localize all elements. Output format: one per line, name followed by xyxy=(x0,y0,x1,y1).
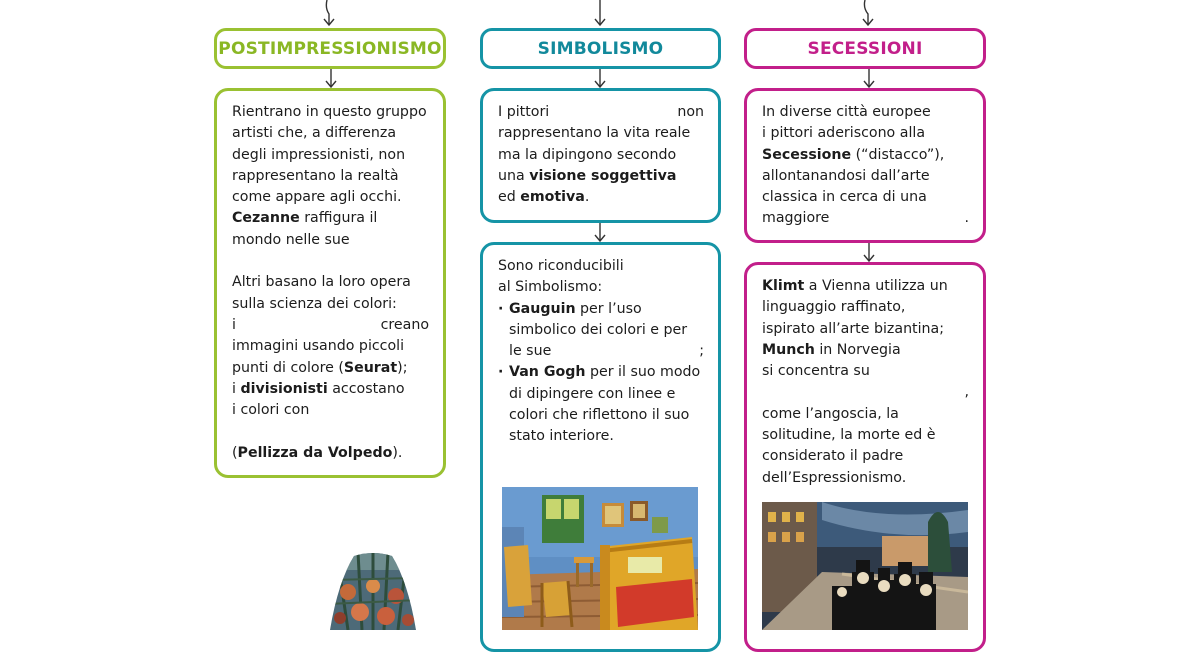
text-line: linguaggio raffinato, xyxy=(762,299,906,316)
text-line xyxy=(762,276,969,297)
simbolismo-text-box-1 xyxy=(480,88,721,223)
secessioni-text-box-1 xyxy=(744,88,986,243)
text-fragment: raffigura il xyxy=(299,210,378,227)
text-line xyxy=(498,102,704,123)
postimpressionismo-text-box xyxy=(214,88,446,478)
text-line: sulla scienza dei colori: xyxy=(232,295,397,312)
blank-to-fill xyxy=(232,421,429,442)
term-visione-soggettiva: visione soggettiva xyxy=(529,167,677,184)
text-line xyxy=(762,145,969,166)
text-fragment: i xyxy=(232,380,241,397)
text-line xyxy=(232,358,429,379)
text-line: dell’Espressionismo. xyxy=(762,469,907,486)
text-line: Sono riconducibili xyxy=(498,258,624,274)
term-divisionisti: divisionisti xyxy=(240,380,328,397)
text-line: ispirato all’arte bizantina; xyxy=(762,320,945,337)
text-fragment: ). xyxy=(392,444,403,461)
text-line: classica in cerca di una xyxy=(762,189,927,206)
arrow-sec-box1-to-box2 xyxy=(857,242,881,264)
header-secessioni: SECESSIONI xyxy=(744,28,986,69)
text-line: Altri basano la loro opera xyxy=(232,274,411,291)
text-line: immagini usando piccoli xyxy=(232,338,405,355)
text-line: ma la dipingono secondo xyxy=(498,146,677,163)
artist-name-munch: Munch xyxy=(762,341,815,358)
text-line: rappresentano la vita reale xyxy=(498,125,691,142)
list-item-van-gogh xyxy=(498,362,704,447)
text-fragment: le sue xyxy=(509,343,552,360)
text-line: come appare agli occhi. xyxy=(232,189,402,206)
arrow-sec-header-to-box xyxy=(857,68,881,90)
text-line: rappresentano la realtà xyxy=(232,167,399,184)
text-line: colori che riflettono il suo xyxy=(509,407,690,424)
text-line: si concentra su xyxy=(762,363,870,380)
text-line: In diverse città europee xyxy=(762,104,931,120)
text-line: artisti che, a differenza xyxy=(232,125,397,142)
text-line xyxy=(232,443,429,464)
header-postimpressionismo: POSTIMPRESSIONISMO xyxy=(214,28,446,69)
artist-name-van-gogh: Van Gogh xyxy=(509,364,586,381)
text-line: simbolico dei colori e per xyxy=(509,321,688,338)
text-fragment: I pittori xyxy=(498,104,550,120)
blank-to-fill xyxy=(232,251,429,272)
artist-name-gauguin: Gauguin xyxy=(509,300,576,317)
text-line xyxy=(509,299,704,320)
text-fragment: una xyxy=(498,167,530,184)
text-fragment: ; xyxy=(699,343,704,360)
text-fragment: accostano xyxy=(327,380,405,397)
header-simbolismo: SIMBOLISMO xyxy=(480,28,721,69)
text-line: , xyxy=(964,384,969,401)
arrow-into-simbolismo xyxy=(588,0,612,30)
text-fragment: maggiore xyxy=(762,210,830,227)
van-gogh-bedroom-painting xyxy=(502,487,698,630)
text-fragment: punti di colore ( xyxy=(232,359,344,376)
text-fragment: per il suo modo xyxy=(585,364,701,381)
munch-karl-johan-painting xyxy=(762,502,968,630)
text-fragment: ); xyxy=(397,359,408,376)
text-fragment: ( xyxy=(232,444,238,461)
text-line: solitudine, la morte ed è xyxy=(762,427,936,444)
text-line: i colori con xyxy=(232,402,310,419)
arrow-into-secessioni xyxy=(856,0,880,30)
arrow-simb-header-to-box xyxy=(588,68,612,90)
text-line: come l’angoscia, la xyxy=(762,405,899,422)
text-line xyxy=(232,379,429,400)
term-emotiva: emotiva xyxy=(520,189,585,206)
text-line: allontanandosi dall’arte xyxy=(762,167,930,184)
text-line: considerato il padre xyxy=(762,448,904,465)
text-line xyxy=(232,208,429,229)
text-fragment: . xyxy=(584,189,590,206)
text-line xyxy=(762,340,969,361)
tiffany-lamp-image xyxy=(318,552,428,630)
text-fragment: creano xyxy=(380,316,429,333)
text-line: degli impressionisti, non xyxy=(232,146,406,163)
term-secessione: Secessione xyxy=(762,146,852,163)
text-fragment: in Norvegia xyxy=(814,341,901,358)
text-fragment: non xyxy=(677,104,704,120)
artist-name-klimt: Klimt xyxy=(762,278,805,294)
text-line: mondo nelle sue xyxy=(232,231,350,248)
arrow-simb-box1-to-box2 xyxy=(588,222,612,244)
arrow-post-header-to-box xyxy=(319,68,343,90)
text-line: di dipingere con linee e xyxy=(509,385,676,402)
artist-name-seurat: Seurat xyxy=(343,359,398,376)
symbolism-artist-list xyxy=(498,299,704,448)
text-line xyxy=(509,341,704,362)
text-line: Rientrano in questo gruppo xyxy=(232,104,427,120)
text-line: al Simbolismo: xyxy=(498,279,603,296)
artist-name-cezanne: Cezanne xyxy=(232,210,300,227)
text-line: stato interiore. xyxy=(509,428,614,445)
text-fragment: ed xyxy=(498,189,521,206)
text-line xyxy=(498,187,704,208)
text-fragment: i xyxy=(232,316,236,333)
text-line xyxy=(232,315,429,336)
arrow-into-postimpressionismo xyxy=(318,0,342,30)
text-line xyxy=(498,166,704,187)
text-fragment: per l’uso xyxy=(575,300,642,317)
text-line: i pittori aderiscono alla xyxy=(762,125,926,142)
text-line xyxy=(762,208,969,229)
text-fragment: . xyxy=(964,210,969,227)
text-fragment: a Vienna utilizza un xyxy=(804,278,948,294)
artist-name-pellizza: Pellizza da Volpedo xyxy=(237,444,393,461)
text-line xyxy=(509,362,704,383)
list-item-gauguin xyxy=(498,299,704,363)
text-fragment: (“distacco”), xyxy=(851,146,945,163)
